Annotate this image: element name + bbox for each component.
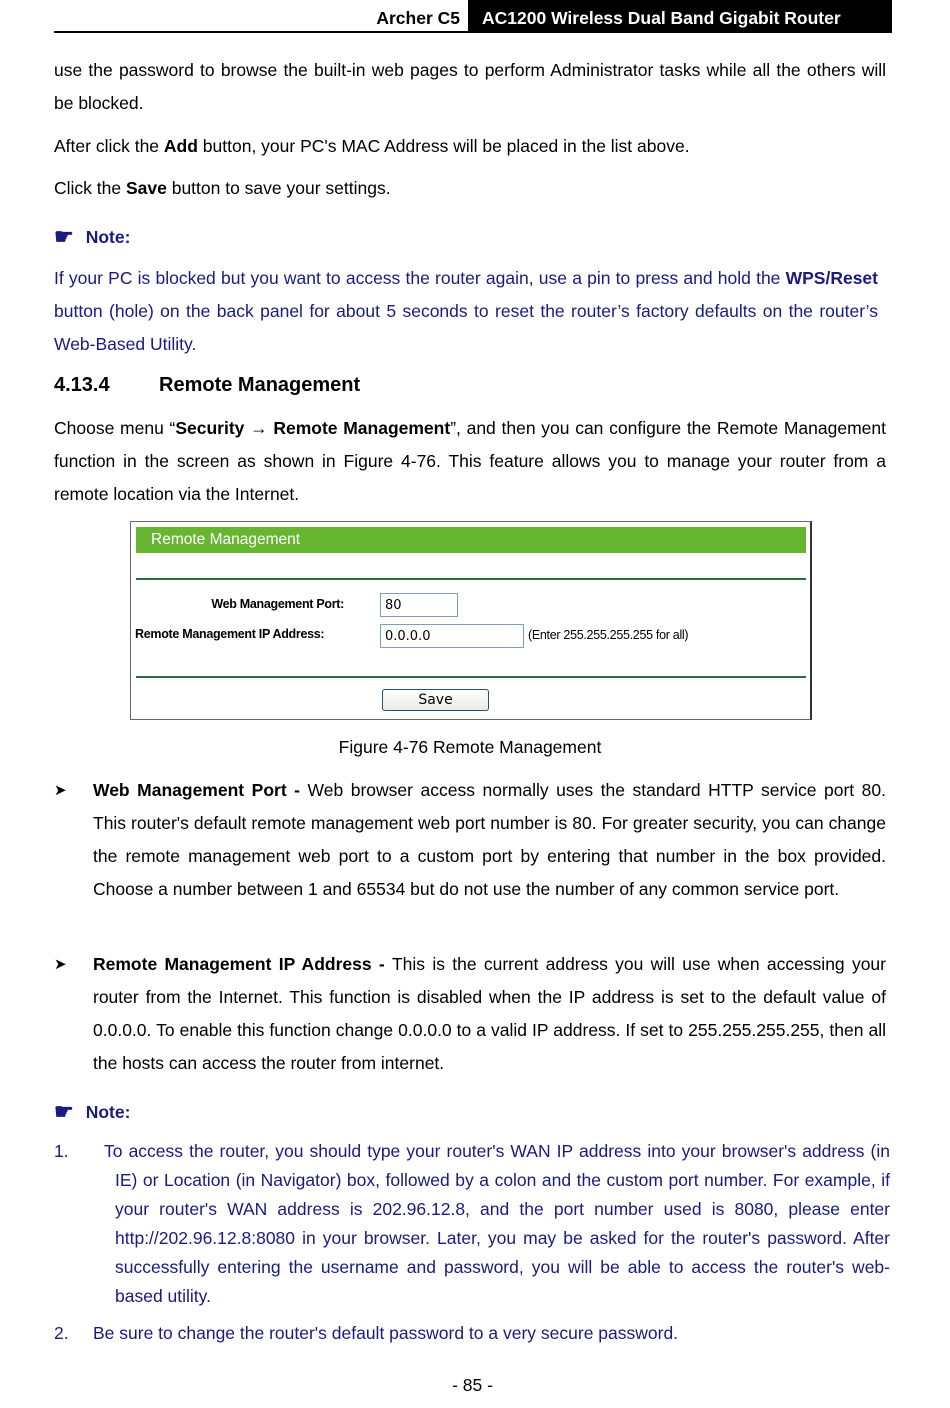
intro-paragraph-3: [54, 172, 886, 205]
bullet-term: Remote Management IP Address -: [93, 954, 392, 974]
bullet-term: Web Management Port -: [93, 780, 308, 800]
note-item-1: [54, 1137, 890, 1311]
note-1-text: [54, 262, 878, 361]
product-title: AC1200 Wireless Dual Band Gigabit Router: [468, 0, 892, 31]
bullet-description: Web browser access normally uses the standard HTTP service port 80. This router's default remote management web port number is 80. For greater security, you can change the remote management web port to a custom port by entering that number in the box provided. Choose a number between 1 and 65534 but do not use the number of any common service port.: [93, 780, 886, 899]
web-port-label: Web Management Port:: [211, 597, 344, 611]
ip-address-input[interactable]: 0.0.0.0: [380, 624, 524, 648]
menu-security: Security: [175, 418, 245, 438]
arrow-bullet-icon: ➤: [54, 956, 67, 973]
bullet-text: [93, 774, 886, 906]
figure-caption: Figure 4-76 Remote Management: [338, 737, 602, 757]
bullet-text: [93, 948, 886, 1080]
text: button to save your settings.: [166, 178, 391, 198]
divider: [136, 676, 806, 678]
intro-paragraph-1: use the password to browse the built-in web pages to perform Administrator tasks while all the others will be blocked.: [54, 60, 886, 113]
text: ”, and then you can configure the Remote Management function in the screen as shown in Figure 4-76. This feature allows you to manage your router from a remote location via the Internet.: [54, 418, 886, 504]
product-model: Archer C5: [376, 8, 460, 28]
remote-management-figure: [130, 521, 812, 720]
text: After click the: [54, 136, 164, 156]
add-term: Add: [163, 136, 198, 156]
bullet-description: This is the current address you will use when accessing your router from the Internet. This function is disabled when the IP address is set to the default value of 0.0.0.0. To enable this function change 0.0.0.0 to a valid IP address. If set to 255.255.255.255, then all the hosts can access the router from internet.: [93, 954, 886, 1073]
pointing-hand-icon: ☛: [54, 1099, 74, 1124]
section-heading: [54, 374, 360, 397]
note-label: Note:: [85, 1102, 131, 1122]
text: Click the: [54, 178, 126, 198]
wps-reset-term: WPS/Reset: [785, 268, 878, 288]
note-heading-1: [54, 226, 130, 248]
note-item-2: [54, 1319, 890, 1348]
text: button, your PC's MAC Address will be placed in the list above.: [197, 136, 690, 156]
page-header: [54, 0, 892, 33]
panel-header: Remote Management: [136, 527, 806, 553]
save-button[interactable]: Save: [382, 689, 489, 711]
ip-address-label: Remote Management IP Address:: [135, 627, 325, 641]
note-label: Note:: [85, 227, 131, 247]
divider: [136, 578, 806, 580]
note-item-text: To access the router, you should type your router's WAN IP address into your browser's address (in IE) or Location (in Navigator) box, followed by a colon and the custom port number. For example, if your router's WAN address is 202.96.12.8, and the port number used is 8080, please enter http://202.96.12.8:8080 in your browser. Later, you may be asked for the router's password. After successfully entering the username and password, you will be able to access the router's web-based utility.: [104, 1141, 890, 1306]
page-number: - 85 -: [452, 1375, 493, 1395]
text: button (hole) on the back panel for about 5 seconds to reset the router’s factory defaults on the router’s Web-Based Utility.: [54, 301, 878, 354]
bullet-web-management-port: [54, 774, 886, 906]
menu-remote-management: Remote Management: [273, 418, 451, 438]
arrow-icon: →: [244, 418, 274, 438]
text: If your PC is blocked but you want to access the router again, use a pin to press and hold the: [54, 268, 786, 288]
intro-paragraph-2: [54, 130, 886, 163]
section-number: 4.13.4: [54, 374, 110, 396]
arrow-bullet-icon: ➤: [54, 782, 67, 799]
save-term: Save: [125, 178, 167, 198]
note-item-number: 1.: [54, 1141, 69, 1161]
ip-address-hint: (Enter 255.255.255.255 for all): [528, 628, 689, 642]
note-heading-2: [54, 1101, 130, 1123]
web-port-input[interactable]: 80: [380, 593, 458, 617]
section-title: Remote Management: [159, 374, 361, 396]
note-item-number: 2.: [54, 1323, 69, 1343]
section-intro: [54, 412, 886, 511]
pointing-hand-icon: ☛: [54, 224, 74, 249]
text: Choose menu “: [54, 418, 176, 438]
note-item-text: Be sure to change the router's default password to a very secure password.: [93, 1323, 679, 1343]
bullet-remote-management-ip: [54, 948, 886, 1080]
